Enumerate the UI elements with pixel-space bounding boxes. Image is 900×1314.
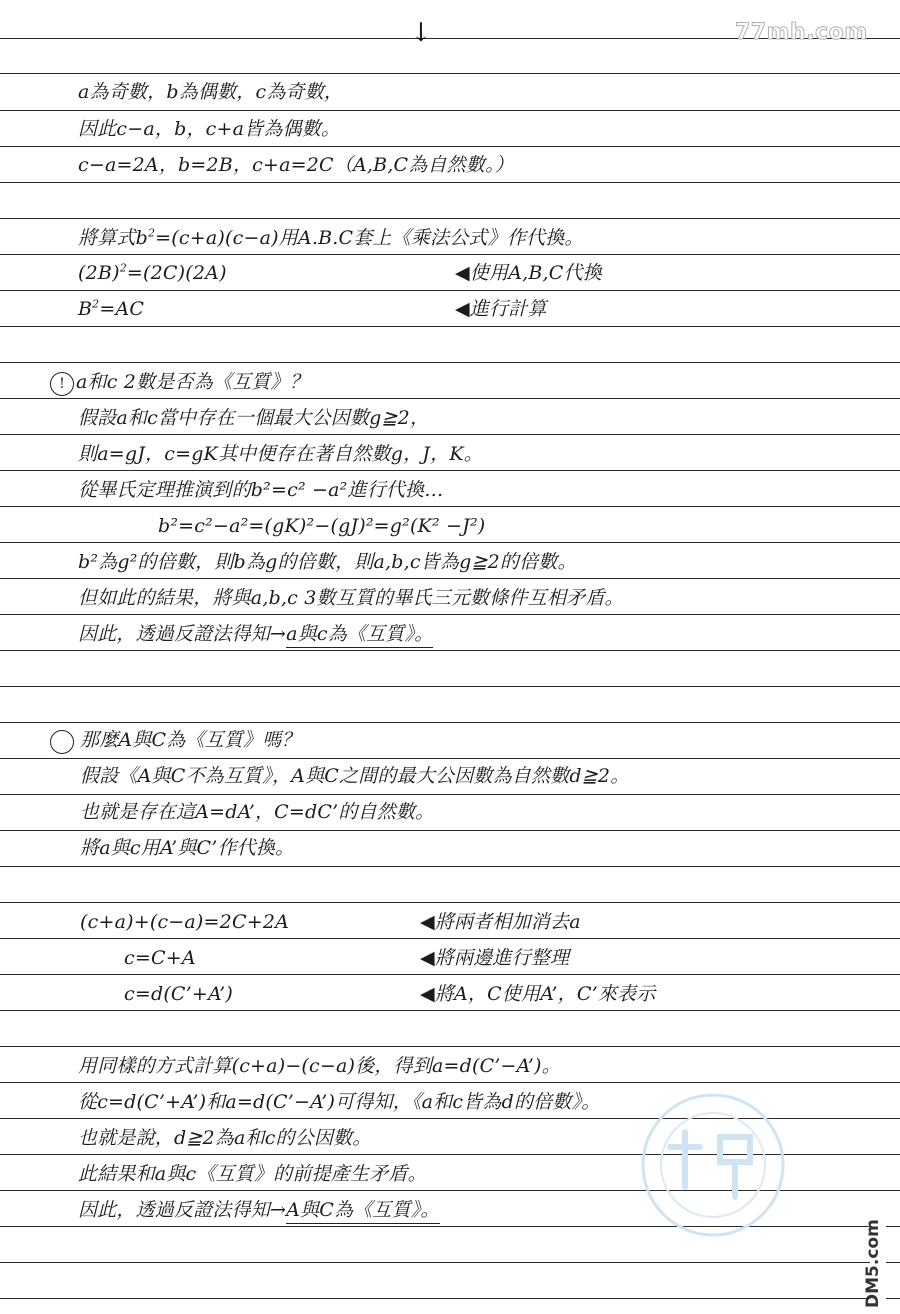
rule-line (0, 326, 900, 327)
step-note: ◀將兩者相加消去a (420, 911, 581, 933)
site-logo-icon (863, 1200, 890, 1310)
step-note: ◀將兩邊進行整理 (420, 947, 570, 969)
text-fragment: 因此，透過反證法得知→ (78, 1199, 287, 1221)
text-fragment: (2B) (78, 262, 120, 284)
rule-line (0, 902, 900, 903)
text-line: $(2B)^2=(2C)(2A)$ (78, 261, 227, 284)
step-note: ◀將A，C使用A’，C’來表示 (420, 983, 656, 1005)
text-line: 因此c−a，b，c+a皆為偶數。 (78, 118, 341, 140)
rule-line (0, 110, 900, 111)
site-watermark: 77mh.com (735, 20, 868, 45)
step-note: ◀進行計算 (455, 298, 547, 320)
step-note: ◀使用A,B,C代換 (455, 262, 602, 284)
text-line: 用同樣的方式計算(c+a)−(c−a)後，得到a=d(C’−A’)。 (78, 1055, 561, 1077)
rule-line (0, 758, 900, 759)
rule-line (0, 290, 900, 291)
rule-line (0, 938, 900, 939)
equation-line: b²=c²−a²=(gK)²−(gJ)²=g²(K² −J²) (158, 515, 486, 537)
rule-line (0, 1046, 900, 1047)
exclamation-circle-icon: ! (50, 372, 74, 396)
section-heading: a和c 2數是否為《互質》？ (76, 371, 309, 393)
rule-line (0, 1262, 900, 1263)
text-fragment: =(c+a)(c−a)用A.B.C套上《乘法公式》作代換。 (155, 227, 584, 249)
rule-line (0, 1082, 900, 1083)
rule-line (0, 506, 900, 507)
rule-line (0, 1298, 900, 1299)
text-fragment: =AC (99, 298, 145, 320)
text-line: 此結果和a與c《互質》的前提產生矛盾。 (78, 1163, 427, 1185)
text-line: 但如此的結果，將與a,b,c 3數互質的畢氏三元數條件互相矛盾。 (78, 587, 624, 609)
rule-line (0, 434, 900, 435)
circle-bullet-icon (50, 730, 74, 754)
rule-line (0, 974, 900, 975)
underlined-conclusion: A與C為《互質》。 (286, 1199, 440, 1224)
rule-line (0, 1010, 900, 1011)
rule-line (0, 686, 900, 687)
section-heading: 那麼A與C為《互質》嗎？ (80, 729, 301, 751)
equation-line: c=C+A (124, 947, 196, 969)
rule-line (0, 218, 900, 219)
text-fragment: B (78, 298, 93, 320)
text-line: 從畢氏定理推演到的b²=c² −a²進行代換… (78, 479, 444, 501)
watermark-stamp-icon (640, 1092, 786, 1238)
rule-line (0, 398, 900, 399)
text-fragment: 因此，透過反證法得知→ (78, 623, 287, 645)
rule-line (0, 182, 900, 183)
text-line: a為奇數，b為偶數，c為奇數， (78, 81, 344, 103)
equation-line: (c+a)+(c−a)=2C+2A (80, 911, 290, 933)
conclusion-line (78, 622, 433, 646)
text-line: 從c=d(C’+A’)和a=d(C’−A’)可得知，《a和c皆為d的倍數》。 (78, 1091, 601, 1113)
text-line: 也就是存在這A=dA’，C=dC’的自然數。 (80, 801, 435, 823)
rule-line (0, 470, 900, 471)
text-line: $B^2=AC$ (78, 297, 145, 320)
logo-text: DM5.com (863, 1219, 883, 1308)
rule-line (0, 73, 900, 74)
text-fragment: =(2C)(2A) (126, 262, 227, 284)
equation-line: c=d(C’+A’) (124, 983, 234, 1005)
down-arrow-icon: ↓ (410, 18, 432, 48)
text-line: 將a與c用A’與C’作代換。 (80, 837, 295, 859)
text-fragment: 將算式b (78, 227, 148, 249)
rule-line (0, 146, 900, 147)
rule-line (0, 578, 900, 579)
rule-line (0, 362, 900, 363)
text-line: 也就是說，d≧2為a和c的公因數。 (78, 1127, 372, 1149)
rule-line (0, 794, 900, 795)
text-line: 將算式$b^2=(c+a)(c-a)$用A.B.C套上《乘法公式》作代換。 (78, 226, 584, 249)
text-line: 則a=gJ，c=gK其中便存在著自然數g，J，K。 (78, 443, 483, 465)
text-line: c−a=2A，b=2B，c+a=2C（A,B,C為自然數。） (78, 154, 514, 176)
rule-line (0, 722, 900, 723)
rule-line (0, 830, 900, 831)
text-line: 假設《A與C不為互質》，A與C之間的最大公因數為自然數d≧2。 (80, 765, 630, 787)
rule-line (0, 650, 900, 651)
conclusion-line (78, 1198, 440, 1222)
underlined-conclusion: a與c為《互質》。 (286, 623, 433, 648)
rule-line (0, 866, 900, 867)
rule-line (0, 254, 900, 255)
text-line: b²為g²的倍數，則b為g的倍數，則a,b,c皆為g≧2的倍數。 (78, 551, 577, 573)
text-line: 假設a和c當中存在一個最大公因數g≧2， (78, 407, 430, 429)
rule-line (0, 614, 900, 615)
rule-line (0, 542, 900, 543)
